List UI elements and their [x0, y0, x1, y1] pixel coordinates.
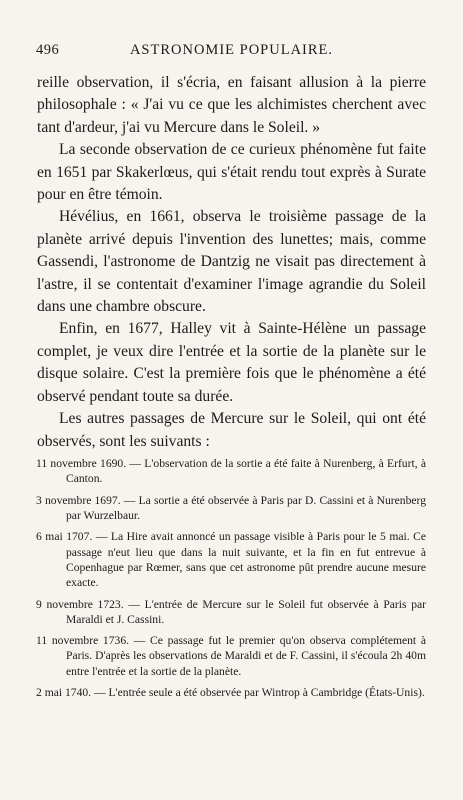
transit-date: 3 novembre 1697. [36, 493, 121, 507]
transit-entry [36, 529, 426, 590]
transit-entry [36, 597, 426, 627]
transit-text: — L'entrée de Mercure sur le Soleil fut observée à Paris par Maraldi et J. Cassini. [66, 597, 426, 626]
page-number: 496 [36, 42, 60, 58]
transit-entry [36, 633, 426, 679]
transit-date: 9 novembre 1723. [36, 597, 124, 611]
transit-text: — La Hire avait annoncé un passage visible à Paris pour le 5 mai. Ce passage n'eut lieu que dans la nuit suivante, et la fin en fut entrevue à Copenhague par Rœmer, sans que cet astronome pût prendre aucune mesure exacte. [66, 530, 426, 590]
transit-entry [36, 456, 426, 486]
paragraph: La seconde observation de ce curieux phénomène fut faite en 1651 par Skakerlœus, qui s'était rendu tout exprès à Surate pour en être témoin. [37, 141, 426, 204]
transit-date: 6 mai 1707. [36, 530, 93, 544]
transit-text: — L'entrée seule a été observée par Wintrop à Cambridge (États-Unis). [93, 686, 425, 700]
transit-entry [36, 493, 426, 523]
transit-date: 2 mai 1740. [36, 686, 92, 700]
running-title: ASTRONOMIE POPULAIRE. [129, 42, 334, 58]
paragraph: Hévélius, en 1661, observa le troisième passage de la planète arrivé depuis l'invention des lunettes; mais, comme Gassendi, l'astronome de Dantzig ne visait pas directement à l'astre, il se contentait d'examiner l'image agrandie du Soleil dans une chambre obscure. [37, 208, 426, 316]
paragraph: reille observation, il s'écria, en faisant allusion à la pierre philosophale : « J'ai vu ce que les alchimistes cherchent avec tant d'ardeur, j'ai vu Mercure dans le Soleil. » [37, 74, 426, 136]
transit-text: — L'observation de la sortie a été faite à Nurenberg, à Erfurt, à Canton. [66, 457, 426, 486]
paragraph: Les autres passages de Mercure sur le Soleil, qui ont été observés, sont les suivants : [37, 410, 426, 450]
running-header [36, 42, 427, 60]
transit-text: — Ce passage fut le premier qu'on observa complétement à Paris. D'après les observations de Maraldi et de F. Cassini, il s'écoula 2h 40m entre l'entrée et la sortie de la planète. [66, 634, 426, 678]
transit-date: 11 novembre 1690. [36, 457, 127, 470]
paragraph: Enfin, en 1677, Halley vit à Sainte-Hélène un passage complet, je veux dire l'entrée et la sortie de la planète sur le disque solaire. C'est la première fois que le phénomène a été observé pendant toute sa durée. [37, 320, 426, 405]
transit-date: 11 novembre 1736. [36, 634, 130, 648]
transit-list [36, 456, 426, 707]
body-text [37, 72, 426, 453]
transit-text: — La sortie a été observée à Paris par D. Cassini et à Nurenberg par Wurzelbaur. [66, 493, 426, 522]
transit-entry [36, 685, 426, 700]
